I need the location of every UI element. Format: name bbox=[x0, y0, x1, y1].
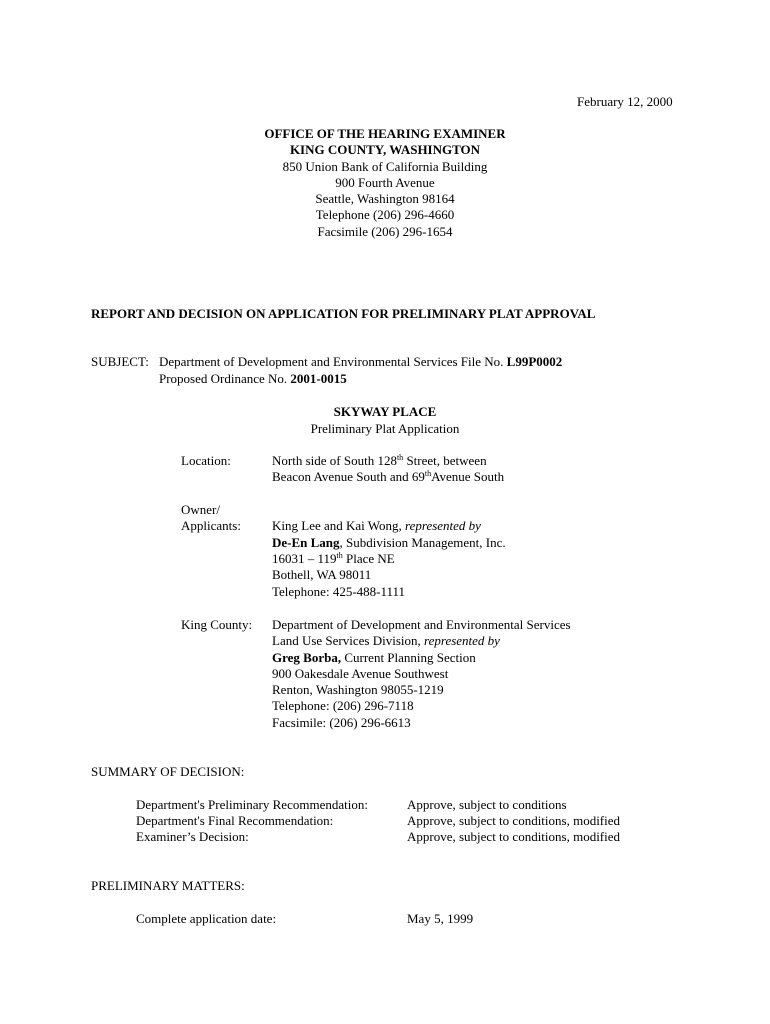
office-telephone: Telephone (206) 296-4660 bbox=[315, 207, 455, 222]
owner-label-2: Applicants: bbox=[181, 518, 241, 533]
project-type: Preliminary Plat Application bbox=[310, 421, 460, 436]
owner-address-1 bbox=[272, 551, 395, 567]
county-address-1: 900 Oakesdale Avenue Southwest bbox=[272, 666, 449, 681]
preliminary-row-label: Complete application date: bbox=[136, 911, 277, 926]
location-text: Avenue South bbox=[431, 469, 505, 484]
location-label: Location: bbox=[181, 453, 231, 468]
office-county: KING COUNTY, WASHINGTON bbox=[289, 142, 481, 157]
subject-ordinance-text: Proposed Ordinance No. bbox=[159, 371, 288, 386]
location-text: Street, between bbox=[403, 453, 487, 468]
summary-row-label: Department's Final Recommendation: bbox=[136, 813, 334, 828]
owner-represented-by: represented by bbox=[405, 518, 481, 533]
owner-names-text: King Lee and Kai Wong, bbox=[272, 518, 406, 533]
county-division bbox=[272, 633, 500, 649]
summary-row-value: Approve, subject to conditions, modified bbox=[407, 813, 621, 828]
subject-line-1 bbox=[159, 354, 562, 370]
location-superscript: th bbox=[396, 453, 404, 462]
subject-file-text: Department of Development and Environmental Services File No. bbox=[159, 354, 504, 369]
owner-address-text: Place NE bbox=[342, 551, 395, 566]
summary-row-value: Approve, subject to conditions bbox=[407, 797, 567, 812]
subject-label: SUBJECT: bbox=[91, 354, 149, 369]
subject-line-2 bbox=[159, 371, 347, 387]
summary-row-value: Approve, subject to conditions, modified bbox=[407, 829, 621, 844]
owner-rep-org: , Subdivision Management, Inc. bbox=[339, 535, 506, 550]
county-phone: Telephone: (206) 296-7118 bbox=[272, 698, 414, 713]
owner-address-text: 16031 – 119 bbox=[272, 551, 337, 566]
county-department: Department of Development and Environmental Services bbox=[272, 617, 571, 632]
county-rep-name: Greg Borba, bbox=[272, 650, 342, 665]
preliminary-row-value: May 5, 1999 bbox=[407, 911, 474, 926]
preliminary-heading: PRELIMINARY MATTERS: bbox=[91, 878, 245, 893]
county-address-2: Renton, Washington 98055-1219 bbox=[272, 682, 444, 697]
owner-address-superscript: th bbox=[336, 551, 343, 560]
owner-representative bbox=[272, 535, 506, 551]
location-line-2 bbox=[272, 469, 504, 485]
document-date: February 12, 2000 bbox=[577, 94, 673, 109]
location-text: North side of South 128 bbox=[272, 453, 397, 468]
owner-phone: Telephone: 425-488-1111 bbox=[272, 584, 406, 599]
county-label: King County: bbox=[181, 617, 253, 632]
owner-rep-name: De-En Lang bbox=[272, 535, 340, 550]
summary-row-label: Department's Preliminary Recommendation: bbox=[136, 797, 368, 812]
office-title: OFFICE OF THE HEARING EXAMINER bbox=[264, 126, 506, 141]
owner-address-2: Bothell, WA 98011 bbox=[272, 567, 372, 582]
owner-label-1: Owner/ bbox=[181, 502, 220, 517]
subject-file-number: L99P0002 bbox=[506, 354, 563, 369]
location-superscript: th bbox=[424, 469, 432, 478]
location-text: Beacon Avenue South and 69 bbox=[272, 469, 425, 484]
summary-row-label: Examiner’s Decision: bbox=[136, 829, 249, 844]
subject-ordinance-number: 2001-0015 bbox=[290, 371, 347, 386]
report-title: REPORT AND DECISION ON APPLICATION FOR PRELIMINARY PLAT APPROVAL bbox=[91, 306, 596, 321]
county-representative bbox=[272, 650, 476, 666]
office-address-line: Seattle, Washington 98164 bbox=[315, 191, 455, 206]
summary-heading: SUMMARY OF DECISION: bbox=[91, 764, 245, 779]
project-name: SKYWAY PLACE bbox=[333, 404, 437, 419]
office-address-line: 900 Fourth Avenue bbox=[335, 175, 435, 190]
office-address-line: 850 Union Bank of California Building bbox=[282, 159, 488, 174]
county-division-text: Land Use Services Division, bbox=[272, 633, 425, 648]
owner-names bbox=[272, 518, 481, 534]
location-line-1 bbox=[272, 453, 487, 469]
county-rep-section: Current Planning Section bbox=[341, 650, 476, 665]
office-facsimile: Facsimile (206) 296-1654 bbox=[317, 224, 453, 239]
county-fax: Facsimile: (206) 296-6613 bbox=[272, 715, 411, 730]
county-represented-by: represented by bbox=[424, 633, 500, 648]
